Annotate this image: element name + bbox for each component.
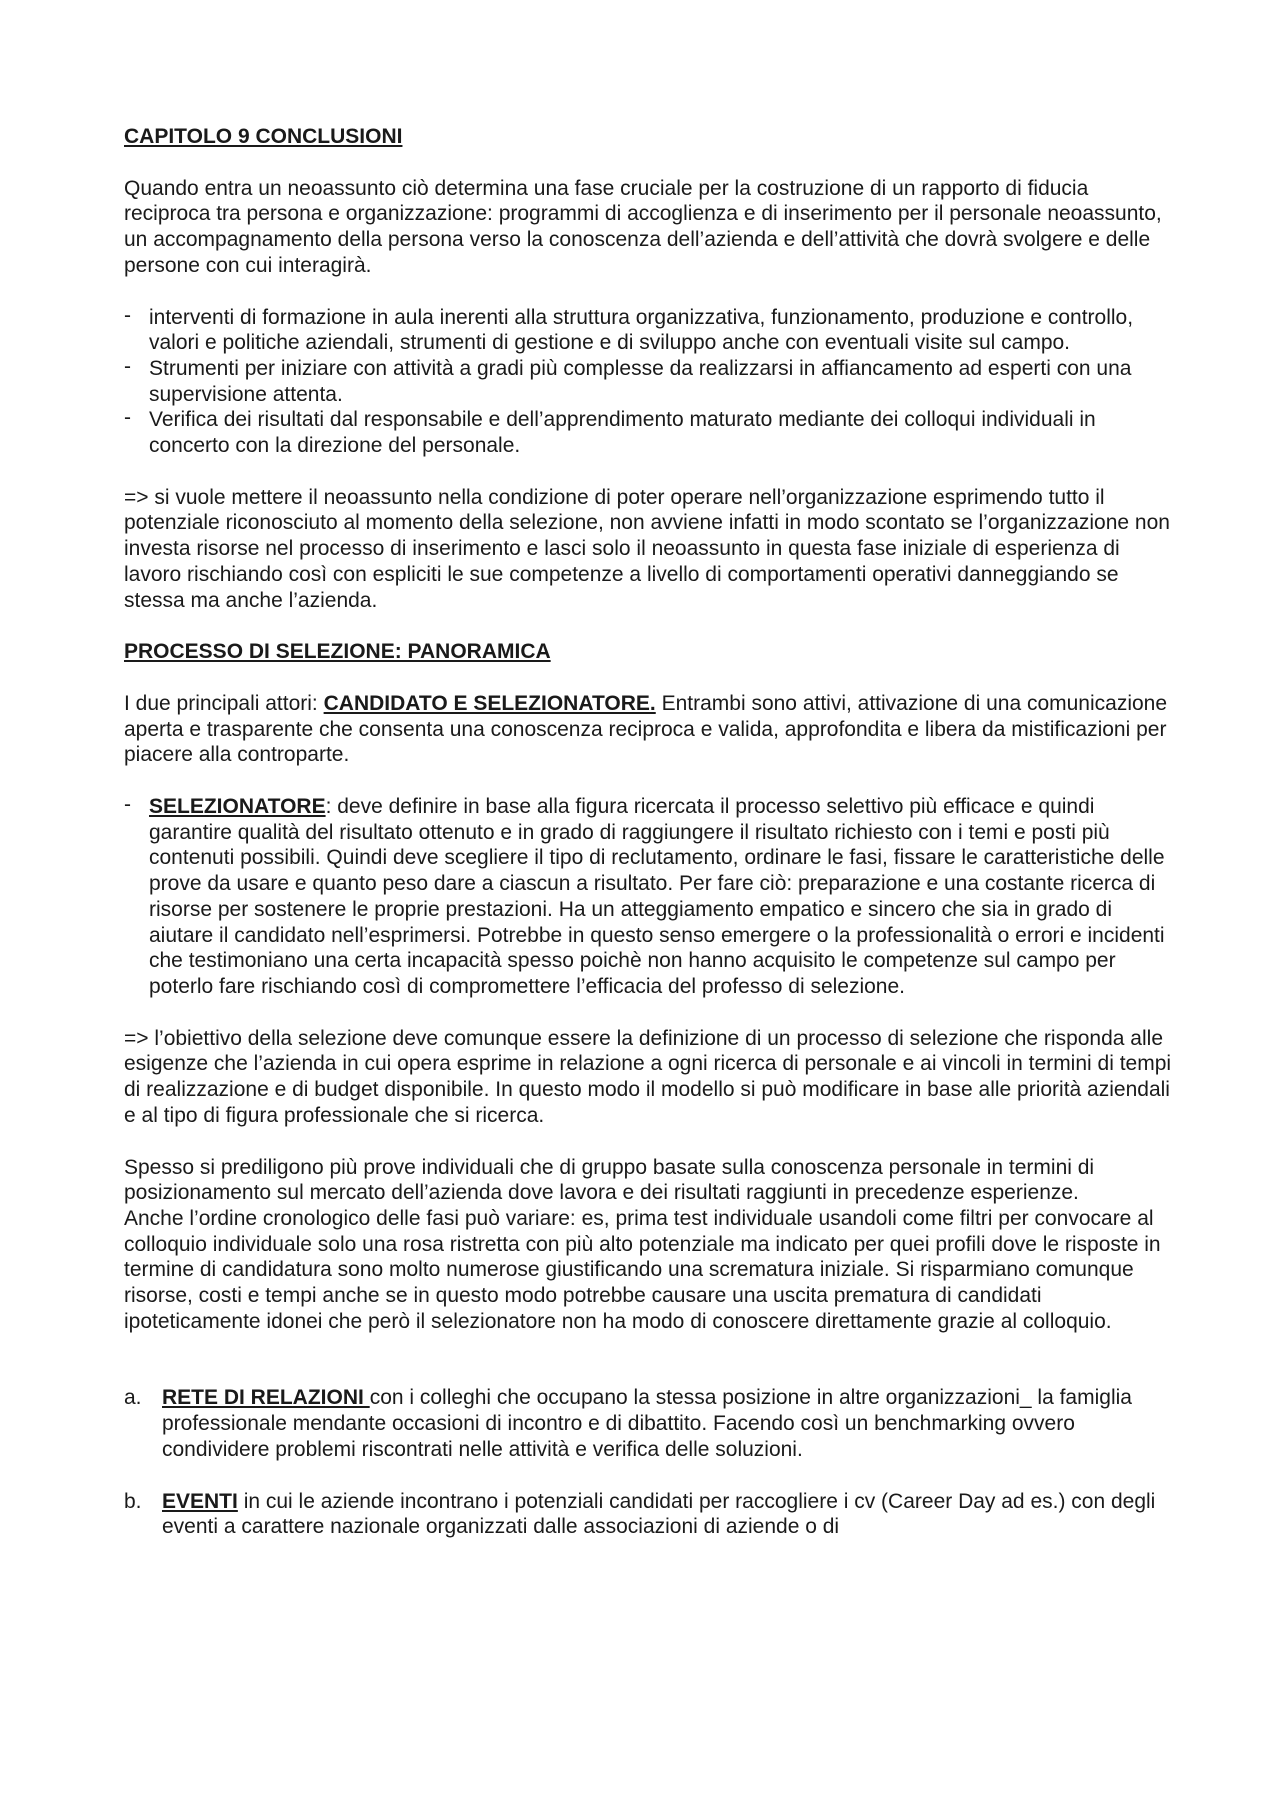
lettered-term: RETE DI RELAZIONI [162, 1386, 370, 1410]
actors-paragraph [124, 691, 1174, 768]
actors-rest: Entrambi sono attivi, attivazione di una comunicazione aperta e trasparente che consenta una conoscenza reciproca e valida, approfondita e libera da mistificazioni per piacere alla controparte. [124, 691, 1168, 767]
lettered-text: con i colleghi che occupano la stessa posizione in altre organizzazioni_ la famiglia professionale mendante occasioni di incontro e di dibattito. Facendo così un benchmarking ovvero condividere problemi riscontrati nelle attività e verifica delle soluzioni. [162, 1386, 1132, 1461]
list-item: - Verifica dei risultati dal responsabile e dell’apprendimento maturato mediante dei colloqui individuali in concerto con la direzione del personale. [124, 407, 1174, 458]
intro-paragraph: Quando entra un neoassunto ciò determina una fase cruciale per la costruzione di un rapporto di fiducia reciproca tra persona e organizzazione: programmi di accoglienza e di inserimento per il personale neoassunto, un accompagnamento della persona verso la conoscenza dell’azienda e dell’attività che dovrà svolgere e delle persone con cui interagirà. [124, 176, 1162, 277]
section-title: PROCESSO DI SELEZIONE: PANORAMICA [124, 640, 551, 664]
prove-paragraph: Spesso si prediligono più prove individuali che di gruppo basate sulla conoscenza personale in termini di posizionamento sul mercato dell’azienda dove lavora e dei risultati raggiunti in precedenze esperienze. [124, 1155, 1095, 1205]
list-marker: b. [124, 1489, 142, 1513]
list-item: - Strumenti per iniziare con attività a gradi più complesse da realizzarsi in affiancamento ad esperti con una supervisione attenta. [124, 356, 1174, 407]
list-item [124, 1385, 1174, 1462]
list-item: - interventi di formazione in aula inerenti alla struttura organizzativa, funzionamento, produzione e controllo, valori e politiche aziendali, strumenti di gestione e di sviluppo anche con eventuali visite sul campo. [124, 305, 1174, 356]
objective-paragraph: => l’obiettivo della selezione deve comunque essere la definizione di un processo di selezione che risponda alle esigenze che l’azienda in cui opera esprime in relazione a ogni ricerca di personale e ai vincoli in termini di tempi di realizzazione e di budget disponibile. In questo modo il modello si può modificare in base alle priorità aziendali e al tipo di figura professionale che si ricerca. [124, 1026, 1172, 1127]
actors-prefix: I due principali attori: [124, 691, 324, 715]
list-marker: a. [124, 1386, 142, 1410]
chapter-title: CAPITOLO 9 CONCLUSIONI [124, 125, 403, 148]
selezionatore-list [124, 794, 1174, 1000]
lettered-text: in cui le aziende incontrano i potenziali candidati per raccogliere i cv (Career Day ad es.) con degli eventi a carattere nazionale organizzati dalle associazioni di aziende o di [162, 1489, 1156, 1539]
dash-list [124, 305, 1174, 459]
selezionatore-term: SELEZIONATORE [149, 795, 326, 819]
list-item [124, 1489, 1174, 1540]
lettered-list [124, 1385, 1174, 1540]
conclusion-paragraph: => si vuole mettere il neoassunto nella condizione di poter operare nell’organizzazione esprimendo tutto il potenziale riconosciuto al momento della selezione, non avviene infatti in modo scontato se l’organizzazione non investa risorse nel processo di inserimento e lasci solo il neoassunto in questa fase iniziale di esperienza di lavoro rischiando così con espliciti le sue competenze a livello di comportamenti operativi danneggiando se stessa ma anche l’azienda. [124, 485, 1170, 612]
list-item [124, 794, 1174, 1000]
actors-highlight: CANDIDATO E SELEZIONATORE. [323, 691, 656, 715]
lettered-term: EVENTI [162, 1489, 238, 1513]
document-page [124, 124, 1174, 1566]
ordine-paragraph: Anche l’ordine cronologico delle fasi può variare: es, prima test individuale usandoli come filtri per convocare al colloquio individuale solo una rosa ristretta con più alto potenziale ma indicato per quei profili dove le risposte in termine di candidatura sono molto numerose giustificando una scrematura iniziale. Si risparmiano comunque risorse, costi e tempi anche se in questo modo potrebbe causare una uscita prematura di candidati ipoteticamente idonei che però il selezionatore non ha modo di conoscere direttamente grazie al colloquio. [124, 1206, 1161, 1333]
selezionatore-text: : deve definire in base alla figura ricercata il processo selettivo più efficace e quindi garantire qualità del risultato ottenuto e in grado di raggiungere il risultato richiesto con i temi e posti più contenuti possibili. Quindi deve scegliere il tipo di reclutamento, ordinare le fasi, fissare le caratteristiche delle prove da usare e quanto peso dare a ciascun a risultato. Per fare ciò: preparazione e una costante ricerca di risorse per sostenere le proprie prestazioni. Ha un atteggiamento empatico e sincero che sia in grado di aiutare il candidato nell’esprimersi. Potrebbe in questo senso emergere o la professionalità o errori e incidenti che testimoniano una certa incapacità spesso poichè non hanno acquisito le competenze sul campo per poterlo fare rischiando così di compromettere l’efficacia del professo di selezione. [149, 795, 1165, 998]
